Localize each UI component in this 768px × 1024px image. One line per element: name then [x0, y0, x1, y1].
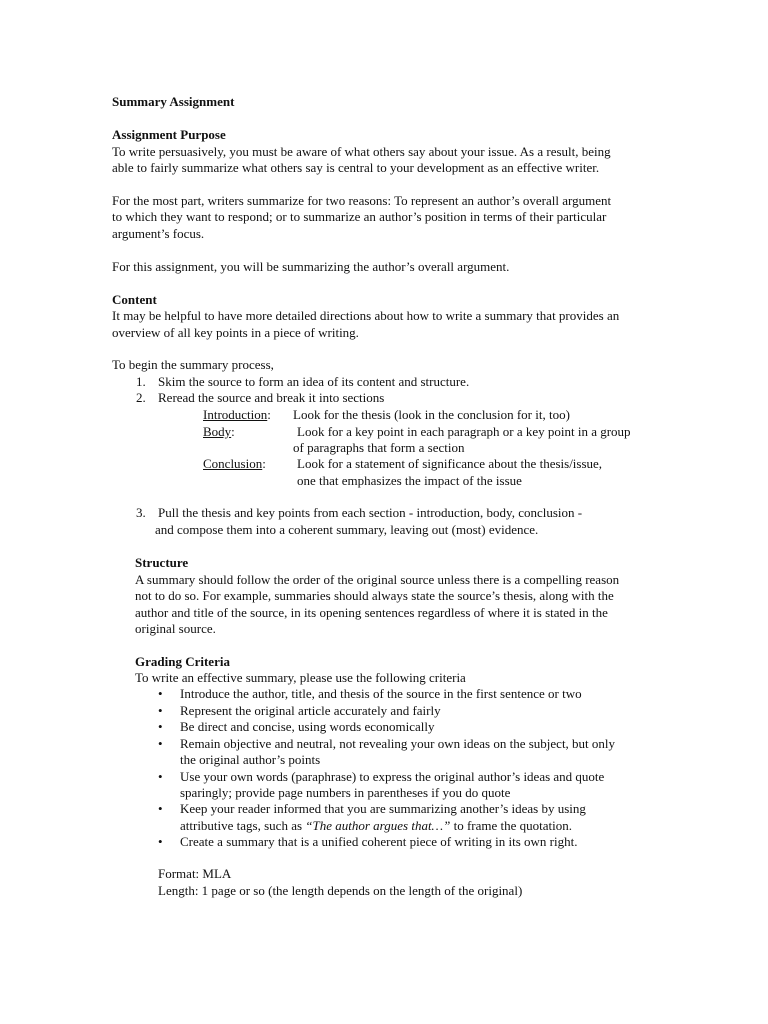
section-text-introduction: Look for the thesis (look in the conclusion for it, too) [293, 407, 570, 422]
step-number: 2. [136, 390, 146, 405]
step-text: and compose them into a coherent summary, leaving out (most) evidence. [155, 522, 539, 537]
structure-line: A summary should follow the order of the original source unless there is a compelling reason [135, 572, 620, 587]
content-heading: Content [112, 292, 157, 307]
content-p1-line: It may be helpful to have more detailed directions about how to write a summary that provides an [112, 308, 620, 323]
step-number: 1. [136, 374, 146, 389]
document-title: Summary Assignment [112, 94, 235, 109]
step-text: Pull the thesis and key points from each section - introduction, body, conclusion - [158, 505, 583, 520]
format-line: Format: MLA [158, 866, 232, 881]
step-number: 3. [136, 505, 146, 520]
criteria-item-continuation: the original author’s points [180, 752, 321, 767]
length-line: Length: 1 page or so (the length depends on the length of the original) [158, 883, 523, 898]
section-text-conclusion: Look for a statement of significance about the thesis/issue, [297, 456, 603, 471]
criteria-item: • Create a summary that is a unified coherent piece of writing in its own right. [180, 834, 577, 851]
section-text-body: Look for a key point in each paragraph or a key point in a group [297, 424, 631, 439]
section-label-introduction: Introduction: [203, 407, 271, 422]
criteria-item-continuation: sparingly; provide page numbers in parentheses if you do quote [180, 785, 511, 800]
criteria-item: • Remain objective and neutral, not revealing your own ideas on the subject, but only [180, 736, 615, 753]
grading-heading: Grading Criteria [135, 654, 230, 669]
purpose-p1-line: To write persuasively, you must be aware of what others say about your issue. As a result, being [112, 144, 611, 159]
section-text-conclusion: one that emphasizes the impact of the issue [297, 473, 522, 488]
step-text: Reread the source and break it into sections [158, 390, 385, 405]
structure-line: author and title of the source, in its opening sentences regardless of where it is stated in the [135, 605, 608, 620]
grading-intro: To write an effective summary, please use the following criteria [135, 670, 466, 685]
criteria-item: • Keep your reader informed that you are summarizing another’s ideas by using [180, 801, 586, 818]
purpose-p2-line: For the most part, writers summarize for two reasons: To represent an author’s overall argument [112, 193, 612, 208]
criteria-item-continuation: attributive tags, such as “The author argues that…” to frame the quotation. [180, 818, 573, 833]
purpose-heading: Assignment Purpose [112, 127, 226, 142]
structure-line: not to do so. For example, summaries should always state the source’s thesis, along with the [135, 588, 614, 603]
structure-line: original source. [135, 621, 216, 636]
section-label-conclusion: Conclusion: [203, 456, 266, 471]
purpose-p2-line: to which they want to respond; or to summarize an author’s position in terms of their particular [112, 209, 607, 224]
structure-heading: Structure [135, 555, 189, 570]
section-text-body: of paragraphs that form a section [293, 440, 465, 455]
criteria-item: • Use your own words (paraphrase) to express the original author’s ideas and quote [180, 769, 604, 786]
content-p1-line: overview of all key points in a piece of writing. [112, 325, 359, 340]
criteria-item: • Represent the original article accurately and fairly [180, 703, 441, 720]
step-text: Skim the source to form an idea of its content and structure. [158, 374, 470, 389]
section-label-body: Body: [203, 424, 235, 439]
criteria-item: • Introduce the author, title, and thesis of the source in the first sentence or two [180, 686, 582, 703]
purpose-p2-line: argument’s focus. [112, 226, 205, 241]
example-quote: “The author argues that…” [305, 818, 451, 833]
purpose-p3: For this assignment, you will be summarizing the author’s overall argument. [112, 259, 510, 274]
purpose-p1-line: able to fairly summarize what others say is central to your development as an effective writer. [112, 160, 600, 175]
content-intro: To begin the summary process, [112, 357, 274, 372]
criteria-item: • Be direct and concise, using words economically [180, 719, 435, 736]
